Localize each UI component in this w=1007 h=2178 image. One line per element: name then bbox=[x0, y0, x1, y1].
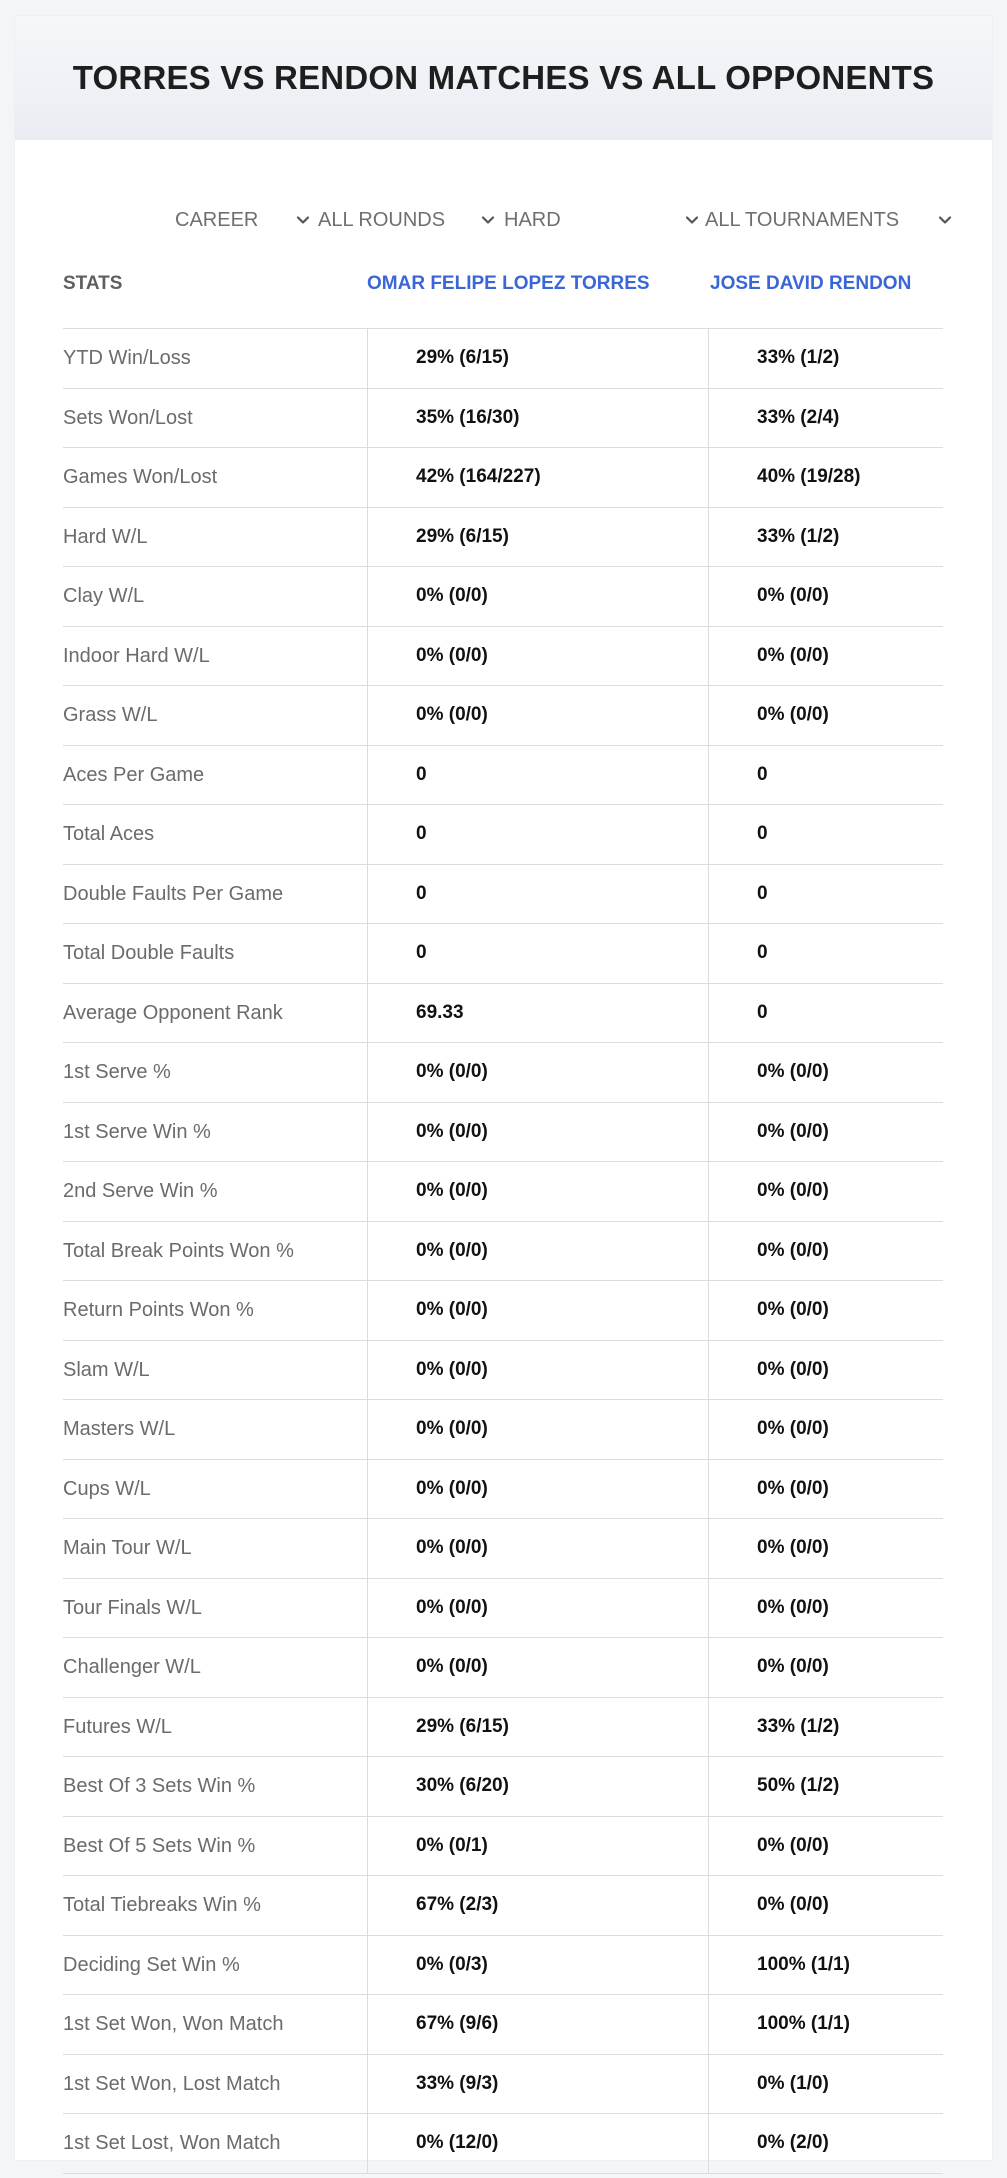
player1-cell bbox=[367, 805, 709, 864]
player1-cell bbox=[367, 1341, 709, 1400]
player2-value: 0 bbox=[757, 1001, 768, 1023]
player2-value: 100% (1/1) bbox=[757, 1953, 850, 1975]
table-row bbox=[63, 2055, 943, 2115]
player2-cell bbox=[709, 508, 943, 567]
player2-value: 0% (0/0) bbox=[757, 1537, 829, 1558]
stat-label: Challenger W/L bbox=[63, 1656, 201, 1678]
player2-cell bbox=[709, 924, 943, 983]
player2-cell bbox=[709, 1222, 943, 1281]
player2-value: 0 bbox=[757, 823, 768, 844]
player1-cell bbox=[367, 1817, 709, 1876]
table-row bbox=[63, 686, 943, 746]
player2-cell bbox=[709, 329, 943, 388]
player1-cell bbox=[367, 746, 709, 805]
filter-tournaments-select[interactable] bbox=[705, 198, 953, 242]
player1-cell bbox=[367, 984, 709, 1043]
player2-cell bbox=[709, 984, 943, 1043]
table-row bbox=[63, 567, 943, 627]
player2-cell bbox=[709, 1698, 943, 1757]
player2-value: 0% (0/0) bbox=[757, 1120, 829, 1142]
stat-label: Aces Per Game bbox=[63, 763, 205, 786]
table-row bbox=[63, 2114, 943, 2174]
player1-value: 67% (9/6) bbox=[416, 2013, 499, 2034]
player1-value: 0% (0/0) bbox=[416, 1477, 488, 1499]
stat-label: Sets Won/Lost bbox=[63, 406, 193, 429]
player2-cell bbox=[709, 2114, 943, 2173]
player2-value: 0% (0/0) bbox=[757, 1894, 829, 1915]
player2-value: 0% (2/0) bbox=[757, 2132, 829, 2153]
table-row bbox=[63, 924, 943, 984]
table-row bbox=[63, 1103, 943, 1163]
filter-label: ALL TOURNAMENTS bbox=[705, 208, 900, 231]
player2-value: 0% (0/0) bbox=[757, 704, 829, 725]
player2-cell bbox=[709, 1103, 943, 1162]
table-row bbox=[63, 1757, 943, 1817]
chevron-down-icon bbox=[684, 212, 700, 228]
player1-cell bbox=[367, 389, 709, 448]
player1-cell bbox=[367, 508, 709, 567]
player1-value: 0% (12/0) bbox=[416, 2132, 499, 2153]
player1-value: 0% (0/0) bbox=[416, 1299, 488, 1320]
player1-value: 0% (0/0) bbox=[416, 1418, 488, 1439]
stats-table bbox=[63, 252, 943, 2174]
table-row bbox=[63, 1341, 943, 1401]
table-row bbox=[63, 1162, 943, 1222]
player1-cell bbox=[367, 1222, 709, 1281]
filter-period-select[interactable] bbox=[175, 198, 311, 242]
stat-label: Return Points Won % bbox=[63, 1299, 254, 1321]
player1-cell bbox=[367, 627, 709, 686]
table-row bbox=[63, 1817, 943, 1877]
stat-label: Indoor Hard W/L bbox=[63, 644, 210, 667]
table-row bbox=[63, 1936, 943, 1996]
stat-label: Total Aces bbox=[63, 823, 155, 845]
table-header bbox=[63, 252, 943, 328]
player2-cell bbox=[709, 1341, 943, 1400]
player2-value: 33% (1/2) bbox=[757, 347, 840, 368]
stat-label: 1st Serve Win % bbox=[63, 1120, 211, 1143]
stat-label: Slam W/L bbox=[63, 1358, 150, 1381]
player1-value: 0% (0/0) bbox=[416, 1358, 488, 1380]
player2-value: 0% (0/0) bbox=[757, 1358, 829, 1380]
player1-cell bbox=[367, 1579, 709, 1638]
chevron-down-icon bbox=[295, 212, 311, 228]
stat-label: Grass W/L bbox=[63, 704, 158, 726]
stat-label: Best Of 3 Sets Win % bbox=[63, 1775, 256, 1797]
stat-label: Total Double Faults bbox=[63, 942, 235, 964]
player2-value: 100% (1/1) bbox=[757, 2013, 850, 2034]
stat-label: Average Opponent Rank bbox=[63, 1001, 283, 1024]
player2-cell bbox=[709, 627, 943, 686]
player2-cell bbox=[709, 1460, 943, 1519]
table-row bbox=[63, 746, 943, 806]
filter-label: ALL ROUNDS bbox=[318, 208, 446, 231]
player2-value: 0 bbox=[757, 763, 768, 785]
player1-cell bbox=[367, 1698, 709, 1757]
filter-surface-select[interactable] bbox=[504, 198, 700, 242]
stat-label: Double Faults Per Game bbox=[63, 882, 284, 905]
player2-value: 33% (2/4) bbox=[757, 406, 840, 428]
player1-cell bbox=[367, 567, 709, 626]
stat-label: YTD Win/Loss bbox=[63, 347, 191, 369]
player2-cell bbox=[709, 1162, 943, 1221]
player1-cell bbox=[367, 686, 709, 745]
player2-value: 0 bbox=[757, 942, 768, 963]
player1-cell bbox=[367, 329, 709, 388]
player1-cell bbox=[367, 1995, 709, 2054]
player2-cell bbox=[709, 448, 943, 507]
stat-label: Total Tiebreaks Win % bbox=[63, 1894, 261, 1916]
card-header bbox=[15, 16, 992, 140]
player1-value: 0% (0/0) bbox=[416, 1180, 488, 1201]
player1-cell bbox=[367, 1519, 709, 1578]
player1-cell bbox=[367, 1757, 709, 1816]
stat-label: Main Tour W/L bbox=[63, 1537, 192, 1559]
player2-value: 0% (0/0) bbox=[757, 1656, 829, 1677]
stat-label: Total Break Points Won % bbox=[63, 1239, 294, 1262]
table-row bbox=[63, 865, 943, 925]
player2-cell bbox=[709, 1936, 943, 1995]
player2-cell bbox=[709, 1876, 943, 1935]
player2-cell bbox=[709, 1638, 943, 1697]
table-row bbox=[63, 1876, 943, 1936]
player1-value: 29% (6/15) bbox=[416, 347, 509, 368]
player1-cell bbox=[367, 1876, 709, 1935]
player2-cell bbox=[709, 865, 943, 924]
player1-value: 67% (2/3) bbox=[416, 1894, 499, 1915]
player1-value: 69.33 bbox=[416, 1001, 464, 1023]
player2-value: 0% (0/0) bbox=[757, 1477, 829, 1499]
player1-value: 0% (0/3) bbox=[416, 1953, 488, 1975]
player1-value: 0% (0/0) bbox=[416, 1239, 488, 1261]
player1-cell bbox=[367, 2114, 709, 2173]
player1-value: 0% (0/0) bbox=[416, 585, 488, 606]
stat-label: Masters W/L bbox=[63, 1418, 176, 1440]
player1-value: 0 bbox=[416, 823, 427, 844]
column-header-stats: STATS bbox=[63, 273, 123, 294]
player1-value: 0% (0/0) bbox=[416, 1061, 488, 1082]
stat-label: Futures W/L bbox=[63, 1715, 172, 1738]
filter-bar bbox=[15, 198, 992, 242]
player2-cell bbox=[709, 389, 943, 448]
table-row bbox=[63, 805, 943, 865]
table-row bbox=[63, 389, 943, 449]
table-row bbox=[63, 1222, 943, 1282]
filter-label: HARD bbox=[504, 208, 561, 231]
player2-cell bbox=[709, 567, 943, 626]
chevron-down-icon bbox=[937, 212, 953, 228]
player1-cell bbox=[367, 1638, 709, 1697]
player2-cell bbox=[709, 1995, 943, 2054]
stat-label: 2nd Serve Win % bbox=[63, 1180, 218, 1202]
table-row bbox=[63, 448, 943, 508]
table-row bbox=[63, 1043, 943, 1103]
table-row bbox=[63, 627, 943, 687]
player1-value: 0 bbox=[416, 942, 427, 963]
player2-cell bbox=[709, 1817, 943, 1876]
player2-cell bbox=[709, 805, 943, 864]
filter-label: CAREER bbox=[175, 208, 259, 231]
stats-card bbox=[15, 16, 992, 2160]
column-header-player1[interactable]: OMAR FELIPE LOPEZ TORRES bbox=[367, 273, 650, 294]
player2-value: 0% (0/0) bbox=[757, 1418, 829, 1439]
table-body bbox=[63, 328, 943, 2174]
player1-cell bbox=[367, 1460, 709, 1519]
player1-cell bbox=[367, 2055, 709, 2114]
stat-label: Games Won/Lost bbox=[63, 466, 218, 488]
player2-value: 0% (0/0) bbox=[757, 644, 829, 666]
player2-cell bbox=[709, 1519, 943, 1578]
player2-value: 0% (0/0) bbox=[757, 1834, 829, 1856]
player1-cell bbox=[367, 865, 709, 924]
player2-cell bbox=[709, 1043, 943, 1102]
stat-label: Clay W/L bbox=[63, 585, 145, 607]
table-row bbox=[63, 1698, 943, 1758]
player1-cell bbox=[367, 1103, 709, 1162]
table-row bbox=[63, 1400, 943, 1460]
stat-label: 1st Set Won, Lost Match bbox=[63, 2072, 281, 2095]
table-row bbox=[63, 329, 943, 389]
player2-value: 0% (0/0) bbox=[757, 1180, 829, 1201]
player1-value: 0 bbox=[416, 882, 427, 904]
player2-value: 33% (1/2) bbox=[757, 1715, 840, 1737]
player1-value: 0% (0/0) bbox=[416, 1120, 488, 1142]
table-row bbox=[63, 1995, 943, 2055]
player2-cell bbox=[709, 1281, 943, 1340]
player2-value: 0% (0/0) bbox=[757, 1239, 829, 1261]
table-row bbox=[63, 1281, 943, 1341]
player2-value: 33% (1/2) bbox=[757, 525, 840, 547]
stat-label: 1st Set Lost, Won Match bbox=[63, 2132, 281, 2154]
player2-value: 50% (1/2) bbox=[757, 1775, 840, 1796]
player1-cell bbox=[367, 1043, 709, 1102]
player1-cell bbox=[367, 1281, 709, 1340]
player1-value: 30% (6/20) bbox=[416, 1775, 509, 1796]
player2-cell bbox=[709, 2055, 943, 2114]
stat-label: 1st Set Won, Won Match bbox=[63, 2013, 284, 2035]
player1-value: 0 bbox=[416, 763, 427, 785]
player1-value: 0% (0/0) bbox=[416, 1656, 488, 1677]
player1-value: 33% (9/3) bbox=[416, 2072, 499, 2094]
player1-value: 29% (6/15) bbox=[416, 525, 509, 547]
player1-value: 0% (0/1) bbox=[416, 1834, 488, 1856]
table-row bbox=[63, 984, 943, 1044]
player2-value: 40% (19/28) bbox=[757, 466, 861, 487]
player2-value: 0% (0/0) bbox=[757, 1061, 829, 1082]
filter-rounds-select[interactable] bbox=[318, 198, 496, 242]
stat-label: Hard W/L bbox=[63, 525, 148, 548]
player2-value: 0% (0/0) bbox=[757, 1299, 829, 1320]
player2-value: 0 bbox=[757, 882, 768, 904]
player1-cell bbox=[367, 1936, 709, 1995]
player1-cell bbox=[367, 448, 709, 507]
table-row bbox=[63, 1579, 943, 1639]
player2-value: 0% (1/0) bbox=[757, 2072, 829, 2094]
table-row bbox=[63, 1460, 943, 1520]
stat-label: Tour Finals W/L bbox=[63, 1596, 202, 1619]
table-row bbox=[63, 1638, 943, 1698]
stat-label: Best Of 5 Sets Win % bbox=[63, 1834, 256, 1857]
page-title: TORRES VS RENDON MATCHES VS ALL OPPONENTS bbox=[72, 59, 935, 96]
chevron-down-icon bbox=[480, 212, 496, 228]
player1-value: 0% (0/0) bbox=[416, 644, 488, 666]
player1-value: 0% (0/0) bbox=[416, 704, 488, 725]
player1-cell bbox=[367, 924, 709, 983]
player2-value: 0% (0/0) bbox=[757, 585, 829, 606]
player1-cell bbox=[367, 1400, 709, 1459]
table-row bbox=[63, 508, 943, 568]
column-header-player2[interactable]: JOSE DAVID RENDON bbox=[710, 273, 912, 294]
player1-cell bbox=[367, 1162, 709, 1221]
player2-cell bbox=[709, 1757, 943, 1816]
stat-label: Cups W/L bbox=[63, 1477, 151, 1500]
table-row bbox=[63, 1519, 943, 1579]
player2-value: 0% (0/0) bbox=[757, 1596, 829, 1618]
player1-value: 29% (6/15) bbox=[416, 1715, 509, 1737]
player1-value: 0% (0/0) bbox=[416, 1537, 488, 1558]
player2-cell bbox=[709, 1579, 943, 1638]
player1-value: 35% (16/30) bbox=[416, 406, 520, 428]
player2-cell bbox=[709, 746, 943, 805]
stat-label: Deciding Set Win % bbox=[63, 1953, 240, 1976]
player2-cell bbox=[709, 686, 943, 745]
player2-cell bbox=[709, 1400, 943, 1459]
player1-value: 42% (164/227) bbox=[416, 466, 541, 487]
player1-value: 0% (0/0) bbox=[416, 1596, 488, 1618]
stat-label: 1st Serve % bbox=[63, 1061, 171, 1083]
